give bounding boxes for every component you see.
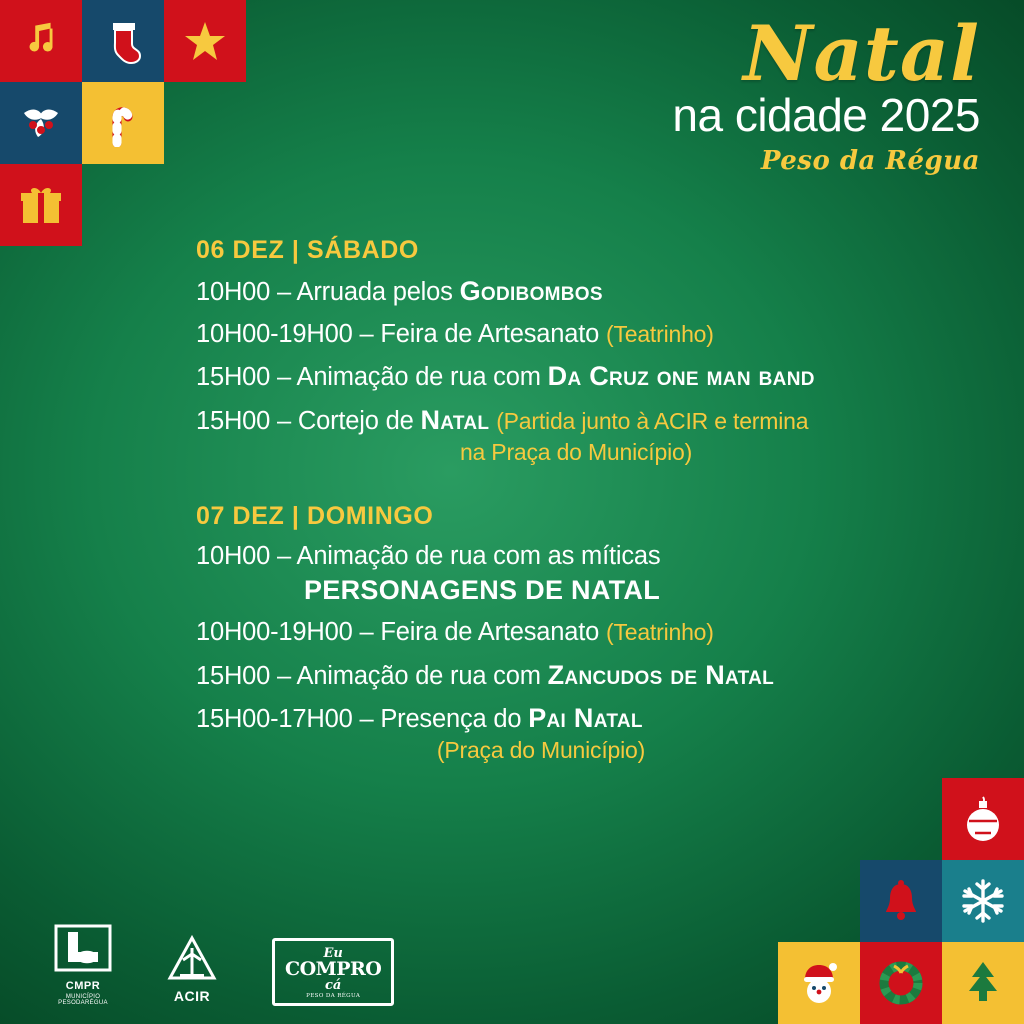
event-highlight: Godibombos <box>459 276 603 306</box>
event-dash: – <box>270 278 297 306</box>
acir-logo-name: ACIR <box>173 988 211 1004</box>
event-highlight-line2: PERSONAGENS DE NATAL <box>304 574 661 605</box>
event-time: 10H00-19H00 <box>196 618 353 647</box>
gift-icon <box>0 164 82 246</box>
santa-icon <box>778 942 860 1024</box>
event-text: Feira de Artesanato <box>380 319 606 348</box>
cmpr-logo <box>54 924 112 1006</box>
event-note: (Partida junto à ACIR e termina <box>496 407 809 434</box>
eucomproca-line3: cá <box>325 977 342 993</box>
cmpr-mark-icon <box>54 924 112 972</box>
snowflake-icon <box>942 860 1024 942</box>
acir-logo <box>166 934 218 1006</box>
event-highlight: Da Cruz one man band <box>547 361 815 392</box>
event-text: Animação de rua com <box>296 661 548 690</box>
event-text: Feira de Artesanato <box>380 618 606 647</box>
event-highlight: Zancudos de Natal <box>547 659 775 690</box>
day-heading-1: 06 DEZ | SÁBADO <box>196 236 419 264</box>
event-text: Presença do <box>380 705 529 734</box>
event-time: 10H00 <box>196 541 271 570</box>
event-dash: – <box>270 541 297 570</box>
event-item <box>196 616 896 649</box>
event-item <box>196 274 896 309</box>
event-note: (Teatrinho) <box>605 320 714 347</box>
eucomproca-line1: Eu <box>323 945 343 961</box>
event-text: Arruada pelos <box>296 278 460 306</box>
event-dash: – <box>352 618 381 647</box>
event-time: 15H00 <box>196 406 271 435</box>
event-dash: – <box>270 661 297 690</box>
music-notes-icon <box>0 0 82 82</box>
event-text: Animação de rua com <box>296 363 548 392</box>
stocking-icon <box>82 0 164 82</box>
eucomproca-line2: COMPRO <box>285 957 382 980</box>
day-heading-2: 07 DEZ | DOMINGO <box>196 501 434 530</box>
event-item <box>196 403 896 467</box>
event-note-line2: na Praça do Município) <box>459 438 693 465</box>
holly-icon <box>0 82 82 164</box>
event-item <box>196 359 896 394</box>
bell-icon <box>860 860 942 942</box>
event-time: 10H00-19H00 <box>196 319 353 348</box>
cmpr-logo-name: CMPR <box>65 980 101 992</box>
event-note-line2: (Praça do Município) <box>436 736 646 763</box>
event-dash: – <box>352 705 381 734</box>
event-dash: – <box>270 406 298 435</box>
event-text: Animação de rua com as míticas <box>296 541 661 570</box>
title-subtitle: na cidade 2025 <box>672 88 980 141</box>
event-time: 10H00 <box>196 278 271 306</box>
event-time: 15H00 <box>196 363 271 392</box>
event-highlight: Natal <box>420 404 490 435</box>
eucomproca-line4: PESO DA RÉGUA <box>306 992 361 999</box>
poster-title-block <box>520 9 980 177</box>
event-text: Cortejo de <box>297 406 421 435</box>
christmas-tree-icon <box>942 942 1024 1024</box>
event-item <box>196 658 896 693</box>
program-list <box>196 236 896 774</box>
star-icon <box>164 0 246 82</box>
cmpr-logo-sub2: PESODARÉGUA <box>58 1000 108 1006</box>
event-item <box>196 318 896 351</box>
event-item <box>196 701 896 765</box>
cmpr-logo-sub1: MUNICÍPIO <box>65 994 101 1000</box>
acir-mark-icon <box>166 934 218 984</box>
sponsor-logos <box>54 924 394 1006</box>
event-dash: – <box>270 363 297 392</box>
event-note: (Teatrinho) <box>605 619 714 646</box>
title-city: Peso da Régua <box>760 146 980 177</box>
event-time: 15H00 <box>196 661 271 690</box>
candy-cane-icon <box>82 82 164 164</box>
eu-compro-ca-logo <box>272 938 394 1007</box>
event-item <box>196 540 896 607</box>
event-highlight: Pai Natal <box>528 703 643 734</box>
event-dash: – <box>352 319 381 348</box>
event-time: 15H00-17H00 <box>196 705 353 734</box>
eu-compro-ca-box <box>272 938 394 1007</box>
title-main: Natal <box>743 9 980 98</box>
bauble-icon <box>942 778 1024 860</box>
wreath-icon <box>860 942 942 1024</box>
